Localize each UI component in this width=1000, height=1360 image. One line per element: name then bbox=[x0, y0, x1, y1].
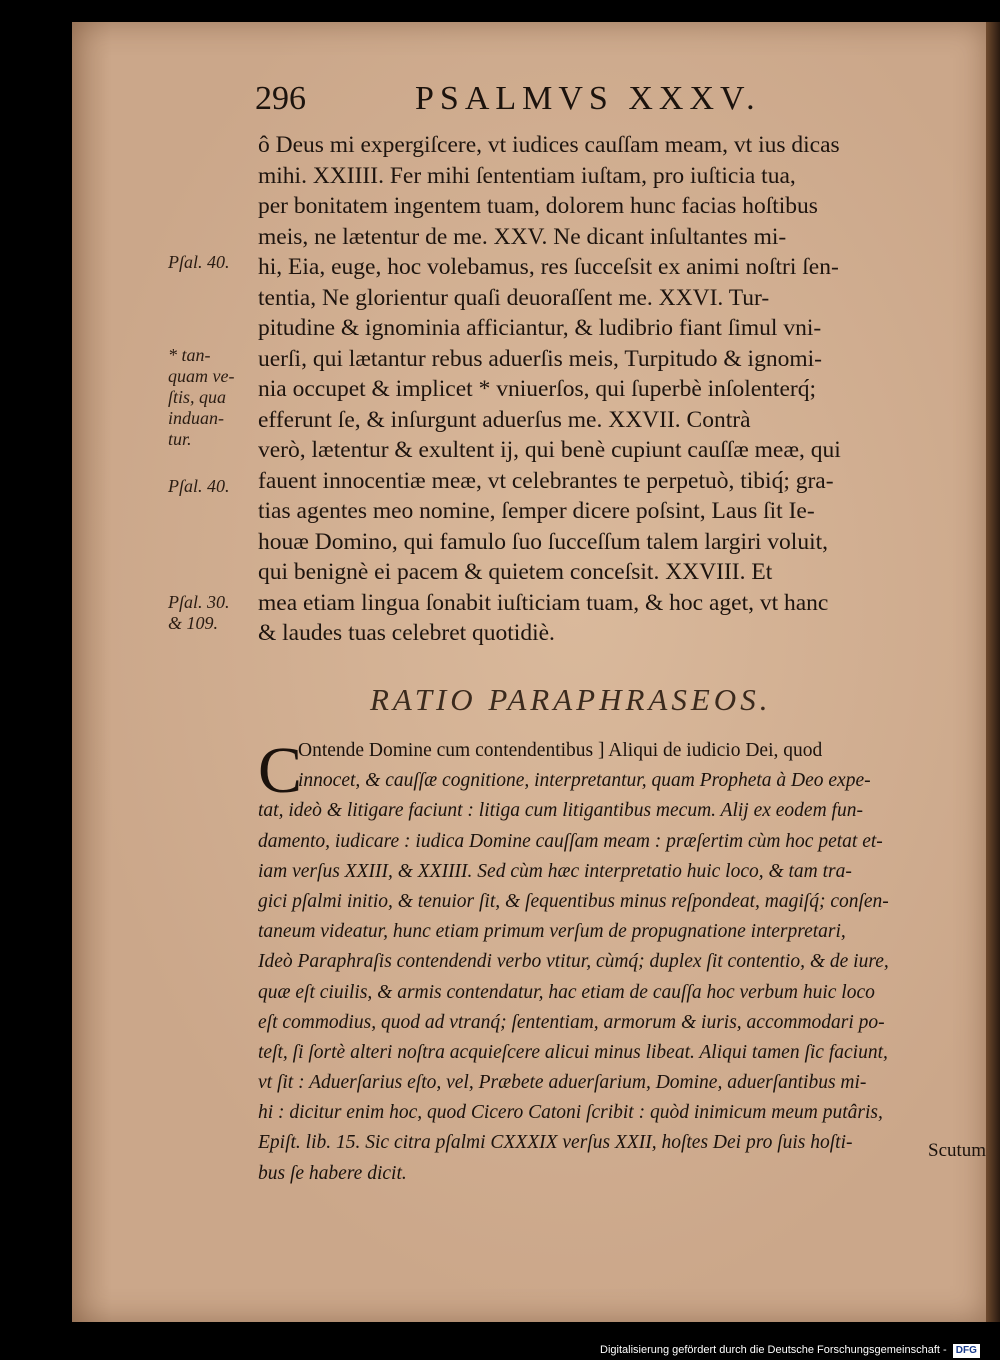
commentary-line: iam verſus XXIII, & XXIIII. Sed cùm hæc interpretatio huic loco, & tam tra- bbox=[258, 860, 852, 882]
commentary-line: quæ eſt ciuilis, & armis contendatur, hac etiam de cauſſa hoc verbum huic loco bbox=[258, 981, 875, 1003]
commentary-line: gici pſalmi initio, & tenuior ſit, & ſequentibus minus reſpondeat, magiſq́; conſen- bbox=[258, 890, 889, 912]
text-line: uerſi, qui lætantur rebus aduerſis meis, Turpitudo & ignomi- bbox=[258, 345, 822, 372]
commentary-line: bus ſe habere dicit. bbox=[258, 1162, 407, 1184]
commentary-line: hi : dicitur enim hoc, quod Cicero Catoni ſcribit : quòd inimicum meum putâris, bbox=[258, 1102, 883, 1124]
text-line: tias agentes meo nomine, ſemper dicere poſsint, Laus ſit Ie- bbox=[258, 498, 815, 524]
commentary-line: tat, ideò & litigare faciunt : litiga cum litigantibus mecum. Alij ex eodem fun- bbox=[258, 800, 863, 822]
drop-cap: C bbox=[258, 734, 303, 807]
commentary-line: innocet, & cauſſæ cognitione, interpretantur, quam Propheta à Deo expe- bbox=[298, 770, 871, 792]
text-line: qui benignè ei pacem & quietem conceſsit. XXVIII. Et bbox=[258, 559, 773, 585]
section-title: RATIO PARAPHRASEOS. bbox=[370, 682, 772, 717]
page-header bbox=[255, 80, 815, 124]
margin-note-line: ſtis, qua bbox=[168, 387, 227, 407]
commentary-line: Ontende Domine cum contendentibus ] Aliqui de iudicio Dei, quod bbox=[298, 740, 823, 761]
digitization-footer bbox=[600, 1340, 1000, 1360]
footer-text: Digitalisierung gefördert durch die Deutsche Forschungsgemeinschaft - bbox=[600, 1344, 947, 1356]
psalm-text bbox=[258, 130, 978, 649]
page-edge bbox=[986, 22, 1000, 1322]
text-line: verò, lætentur & exultent ij, qui benè cupiunt cauſſæ meæ, qui bbox=[258, 437, 841, 463]
margin-note: Pſal. 40. bbox=[168, 476, 230, 496]
catchword: Scutum bbox=[928, 1140, 987, 1161]
commentary-line: teſt, ſi ſortè alteri noſtra acquieſcere alicui minus libeat. Aliqui tamen ſic faciunt, bbox=[258, 1041, 888, 1063]
text-line: & laudes tuas celebret quotidiè. bbox=[258, 620, 555, 646]
margin-note-line: Pſal. 30. bbox=[168, 592, 230, 612]
text-line: tentia, Ne glorientur quaſi deuoraſſent me. XXVI. Tur- bbox=[258, 284, 770, 311]
commentary-line: vt ſit : Aduerſarius eſto, vel, Præbete aduerſarium, Domine, aduerſantibus mi- bbox=[258, 1072, 867, 1094]
margin-note: Pſal. 40. bbox=[168, 252, 230, 272]
dfg-logo: DFG bbox=[953, 1344, 980, 1358]
text-line: nia occupet & implicet * vniuerſos, qui ſuperbè inſolenterq́; bbox=[258, 376, 816, 402]
commentary-line: damento, iudicare : iudica Domine cauſſam meam : præſertim cùm hoc petat et- bbox=[258, 830, 883, 852]
running-head: PSALMVS XXXV. bbox=[415, 80, 761, 117]
margin-note bbox=[168, 592, 256, 634]
commentary-line: Ideò Paraphraſis contendendi verbo vtitur, cùmq́; duplex ſit contentio, & de iure, bbox=[258, 951, 889, 973]
page-number: 296 bbox=[255, 80, 306, 117]
commentary-line: taneum videatur, hunc etiam primum verſum de propugnatione interpretari, bbox=[258, 921, 846, 943]
margin-note-line: & 109. bbox=[168, 613, 219, 633]
commentary-line: Epiſt. lib. 15. Sic citra pſalmi CXXXIX verſus XXII, hoſtes Dei pro ſuis hoſti- bbox=[258, 1132, 853, 1154]
text-line: fauent innocentiæ meæ, vt celebrantes te perpetuò, tibiq́; gra- bbox=[258, 467, 834, 494]
text-line: mea etiam lingua ſonabit iuſticiam tuam, & hoc aget, vt hanc bbox=[258, 589, 829, 616]
commentary-text bbox=[258, 736, 978, 1189]
margin-note bbox=[168, 345, 256, 450]
commentary-line: eſt commodius, quod ad vtranq́; ſententiam, armorum & iuris, accommodari po- bbox=[258, 1011, 885, 1033]
text-line: mihi. XXIIII. Fer mihi ſententiam iuſtam, pro iuſticia tua, bbox=[258, 162, 796, 189]
text-line: per bonitatem ingentem tuam, dolorem hunc facias hoſtibus bbox=[258, 193, 818, 219]
text-line: meis, ne lætentur de me. XXV. Ne dicant inſultantes mi- bbox=[258, 223, 787, 250]
text-line: pitudine & ignominia afficiantur, & ludibrio fiant ſimul vni- bbox=[258, 315, 822, 341]
text-line: houæ Domino, qui famulo ſuo ſucceſſum talem largiri voluit, bbox=[258, 528, 829, 555]
text-line: hi, Eia, euge, hoc volebamus, res ſucceſsit ex animi noſtri ſen- bbox=[258, 254, 839, 280]
text-line: efferunt ſe, & inſurgunt aduerſus me. XXVII. Contrà bbox=[258, 406, 751, 433]
text-line: ô Deus mi expergiſcere, vt iudices cauſſam meam, vt ius dicas bbox=[258, 132, 840, 158]
margin-note-line: induan- bbox=[168, 408, 224, 428]
margin-note-line: quam ve- bbox=[168, 366, 235, 386]
margin-note-line: * tan- bbox=[168, 345, 211, 365]
margin-note-line: tur. bbox=[168, 429, 192, 449]
